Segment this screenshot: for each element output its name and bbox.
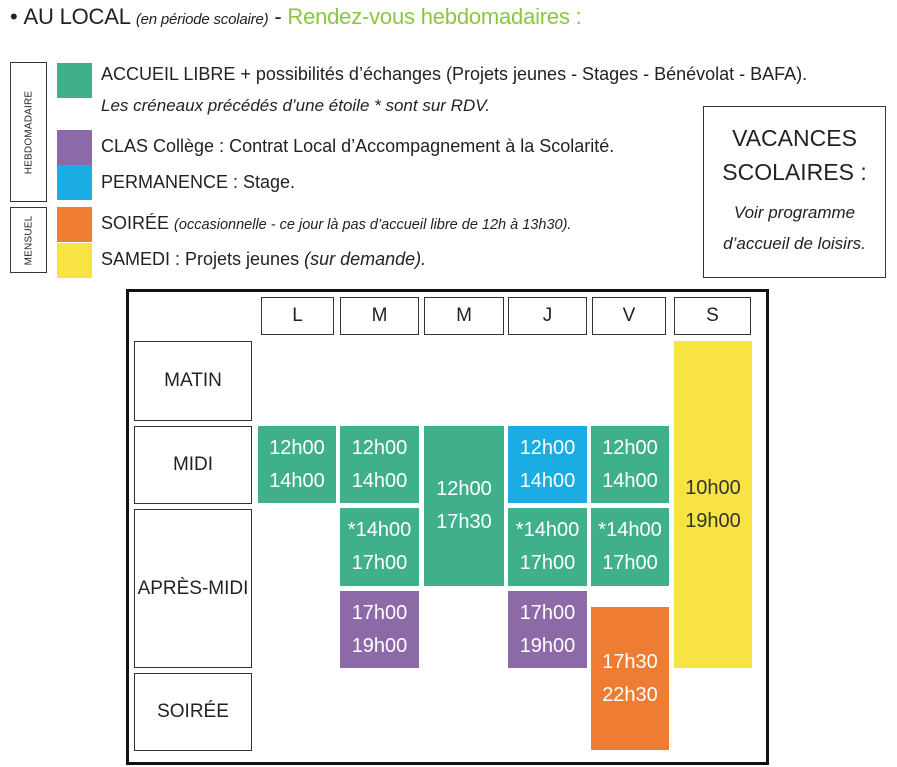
legend-accueil-note: Les créneaux précédés d’une étoile * sont sur RDV. [101, 96, 491, 115]
slot-thursday-permanence: 12h00 14h00 [508, 426, 587, 503]
weekly-side-label: HEBDOMADAIRE [10, 62, 47, 202]
row-label-midi: MIDI [134, 426, 252, 504]
section-title: AU LOCAL [23, 4, 130, 29]
legend-swatch-soiree [57, 207, 92, 242]
section-subtitle: Rendez-vous hebdomadaires : [287, 4, 582, 29]
holiday-box [703, 106, 886, 278]
slot-thursday-clas: 17h00 19h00 [508, 591, 587, 668]
row-label-matin: MATIN [134, 341, 252, 421]
slot-friday-accueil-midi: 12h00 14h00 [591, 426, 669, 503]
legend-swatch-samedi [57, 243, 92, 278]
legend-permanence-text: PERMANENCE : Stage. [101, 172, 296, 192]
day-header-monday: L [261, 297, 334, 335]
holiday-body: Voir programme d’accueil de loisirs. [723, 203, 866, 253]
title-dash: - [274, 4, 282, 29]
legend-samedi-note: (sur demande). [304, 249, 427, 269]
legend-swatch-permanence [57, 165, 92, 200]
day-header-thursday: J [508, 297, 587, 335]
slot-saturday-projets: 10h00 19h00 [674, 341, 752, 668]
legend-clas-text: CLAS Collège : Contrat Local d’Accompagnement à la Scolarité. [101, 136, 615, 156]
slot-friday-soiree: 17h30 22h30 [591, 607, 669, 750]
slot-thursday-accueil-apres-midi: *14h00 17h00 [508, 508, 587, 586]
day-header-wednesday: M [424, 297, 504, 335]
bullet: • [10, 4, 18, 29]
day-header-tuesday: M [340, 297, 419, 335]
slot-tuesday-accueil-midi: 12h00 14h00 [340, 426, 419, 503]
slot-tuesday-accueil-apres-midi: *14h00 17h00 [340, 508, 419, 586]
legend-swatch-accueil [57, 63, 92, 98]
section-header [10, 4, 582, 30]
monthly-side-label: MENSUEL [10, 207, 47, 273]
legend-samedi-text: SAMEDI : Projets jeunes [101, 249, 300, 269]
period-note: (en période scolaire) [135, 11, 269, 28]
slot-tuesday-clas: 17h00 19h00 [340, 591, 419, 668]
row-label-soiree: SOIRÉE [134, 673, 252, 751]
slot-monday-accueil-midi: 12h00 14h00 [258, 426, 336, 503]
day-header-saturday: S [674, 297, 751, 335]
day-header-friday: V [592, 297, 666, 335]
holiday-title: VACANCES SCOLAIRES : [722, 125, 867, 185]
legend-soiree-text: SOIRÉE [101, 213, 170, 233]
slot-friday-accueil-apres-midi: *14h00 17h00 [591, 508, 669, 586]
legend-swatch-clas [57, 130, 92, 165]
legend-soiree-line [101, 213, 571, 234]
row-label-apres-midi: APRÈS-MIDI [134, 509, 252, 668]
legend-soiree-note: (occasionnelle - ce jour là pas d’accueil libre de 12h à 13h30). [174, 217, 572, 233]
slot-wednesday-accueil: 12h00 17h30 [424, 426, 504, 586]
legend-accueil-text: ACCUEIL LIBRE + possibilités d’échanges (Projets jeunes - Stages - Bénévolat - BAFA). [101, 64, 808, 84]
legend-samedi-line [101, 249, 426, 270]
